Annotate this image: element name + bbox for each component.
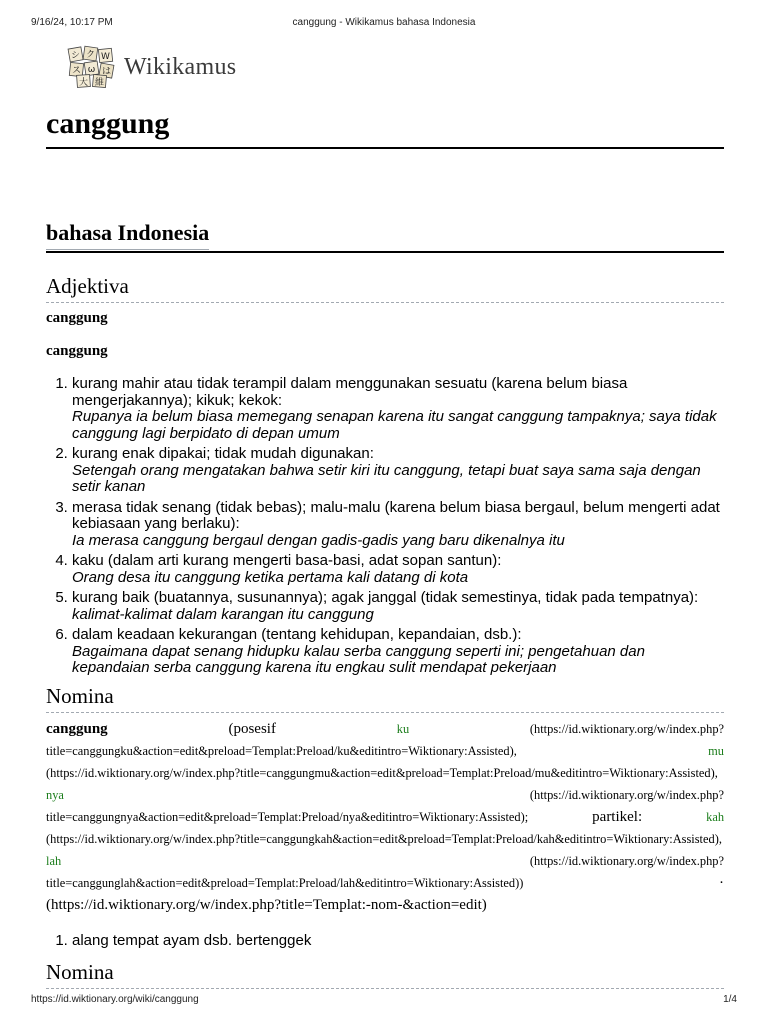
site-wordmark[interactable]: Wikikamus — [124, 54, 237, 80]
noun-headword-line: canggung (posesif ku (https://id.wiktionary.org/w/index.php?title=canggungku&action=edit&preload=Templat:Preload/ku&editintro=Wiktionary:Assisted), mu (https://id.wiktionary.org/w/index.php?title=canggungmu&action=edit&preload=Templat:Preload/mu&editintro=Wiktionary:Assisted), nya (https://id.wiktionary.org/w/index.php?title=canggungnya&action=edit&preload=Templat:Preload/nya&editintro=Wiktionary:Assisted); partikel: kah (https://id.wiktionary.org/w/index.php?title=canggungkah&action=edit&preload=Templat:Preload/kah&editintro=Wiktionary:Assisted), lah (https://id.wiktionary.org/w/index.php?title=canggunglah&action=edit&preload=Templat:Preload/lah&editintro=Wiktionary:Assisted)) · (https://id.wiktionary.org/w/index.php?title=Templat:-nom-&action=edit) — [46, 720, 725, 913]
partikel-kah-url[interactable]: (https://id.wiktionary.org/w/index.php?title=canggungkah&action=edit&preload=Templat:Preload/kah&editintro=Wiktionary:Assisted), — [46, 831, 722, 846]
print-footer — [31, 994, 737, 1008]
sense-item: 3. merasa tidak senang (tidak bebas); malu-malu (karena belum biasa bergaul, belum mengerti adat kebiasaan yang berlaku): Ia merasa canggung bergaul dengan gadis-gadis yang baru dikenalnya itu — [72, 500, 724, 550]
partikel-label: partikel: — [592, 808, 643, 825]
sense-item: 2. kurang enak dipakai; tidak mudah digunakan: Setengah orang mengatakan bahwa setir kiri itu canggung, tetapi buat saya sama saja dengan setir kanan — [72, 446, 724, 496]
adjective-headword: canggung — [46, 310, 108, 326]
adjective-headword-inflection: canggung — [46, 343, 108, 359]
svg-text:維: 維 — [94, 78, 105, 88]
svg-text:は: は — [101, 67, 112, 77]
article-content — [46, 106, 724, 989]
print-url: https://id.wiktionary.org/wiki/canggung — [31, 994, 199, 1005]
svg-text:ス: ス — [71, 66, 82, 76]
print-header — [31, 17, 737, 31]
print-date: 9/16/24, 10:17 PM — [31, 17, 113, 28]
sense-item: 5. kurang baik (buatannya, susunannya); agak janggal (tidak semestinya, tidak pada tempatnya): kalimat-kalimat dalam karangan itu canggung — [72, 590, 724, 623]
sense-item: 1. alang tempat ayam dsb. bertenggek — [72, 932, 724, 949]
noun-heading-2: Nomina — [46, 959, 724, 989]
partikel-kah-link[interactable]: kah — [706, 809, 725, 824]
template-nom-link[interactable]: · (https://id.wiktionary.org/w/index.php?title=Templat:-nom-&action=edit) — [46, 874, 724, 913]
svg-text:ω: ω — [87, 65, 96, 75]
noun-senses-list — [46, 932, 724, 949]
partikel-lah-url[interactable]: (https://id.wiktionary.org/w/index.php?title=canggunglah&action=edit&preload=Templat:Preload/lah&editintro=Wiktionary:Assisted)) — [46, 853, 724, 890]
sense-item: 6. dalam keadaan kekurangan (tentang kehidupan, kepandaian, dsb.): Bagaimana dapat senang hidupku kalau serba canggung seperti ini; pengetahuan dan kepandaian serba canggung karena itu engkau sulit mendapat pekerjaan — [72, 627, 724, 677]
page-number: 1/4 — [723, 994, 737, 1005]
sense-example: kalimat-kalimat dalam karangan itu canggung — [72, 605, 374, 623]
posesif-nya-url[interactable]: (https://id.wiktionary.org/w/index.php?title=canggungnya&action=edit&preload=Templat:Preload/nya&editintro=Wiktionary:Assisted); — [46, 787, 724, 824]
svg-text:シ: シ — [70, 51, 81, 61]
adjective-senses-list — [46, 376, 724, 677]
sense-example: Bagaimana dapat senang hidupku kalau serba canggung seperti ini; pengetahuan dan kepandaian serba canggung karena itu engkau sulit mendapat pekerjaan — [72, 642, 645, 676]
language-heading: bahasa Indonesia — [46, 220, 209, 250]
posesif-mu-link[interactable]: mu — [708, 743, 724, 758]
partikel-lah-link[interactable]: lah — [46, 853, 62, 868]
sense-example: Setengah orang mengatakan bahwa setir kiri itu canggung, tetapi buat saya sama saja dengan setir kanan — [72, 461, 701, 495]
language-section-header — [46, 220, 724, 253]
wiktionary-tiles-logo-icon[interactable] — [66, 45, 116, 89]
posesif-mu-url[interactable]: (https://id.wiktionary.org/w/index.php?title=canggungmu&action=edit&preload=Templat:Preload/mu&editintro=Wiktionary:Assisted), — [46, 765, 718, 780]
print-title: canggung - Wikikamus bahasa Indonesia — [292, 17, 476, 28]
posesif-ku-link[interactable]: ku — [396, 721, 410, 736]
adjective-heading: Adjektiva — [46, 273, 724, 303]
svg-text:W: W — [101, 52, 110, 62]
noun-heading: Nomina — [46, 683, 724, 713]
posesif-ku-url[interactable]: (https://id.wiktionary.org/w/index.php?title=canggungku&action=edit&preload=Templat:Preload/ku&editintro=Wiktionary:Assisted), — [46, 721, 725, 758]
sense-item: 4. kaku (dalam arti kurang mengerti basa-basi, adat sopan santun): Orang desa itu canggung ketika pertama kali datang di kota — [72, 553, 724, 586]
svg-text:大: 大 — [78, 78, 89, 88]
sense-example: Ia merasa canggung bergaul dengan gadis-gadis yang baru dikenalnya itu — [72, 531, 565, 549]
sense-example: Orang desa itu canggung ketika pertama kali datang di kota — [72, 568, 469, 586]
sense-item: 1. kurang mahir atau tidak terampil dalam menggunakan sesuatu (karena belum biasa mengerjakannya); kikuk; kekok: Rupanya ia belum biasa memegang senapan karena itu sangat canggung tampaknya; saya tidak canggung lagi berpidato di depan umum — [72, 376, 724, 442]
noun-headword: canggung — [46, 720, 108, 737]
posesif-nya-link[interactable]: nya — [46, 787, 64, 802]
svg-text:ク: ク — [85, 50, 96, 60]
page-title: canggung — [46, 106, 724, 149]
sense-example: Rupanya ia belum biasa memegang senapan karena itu sangat canggung tampaknya; saya tidak canggung lagi berpidato di depan umum — [72, 408, 717, 442]
